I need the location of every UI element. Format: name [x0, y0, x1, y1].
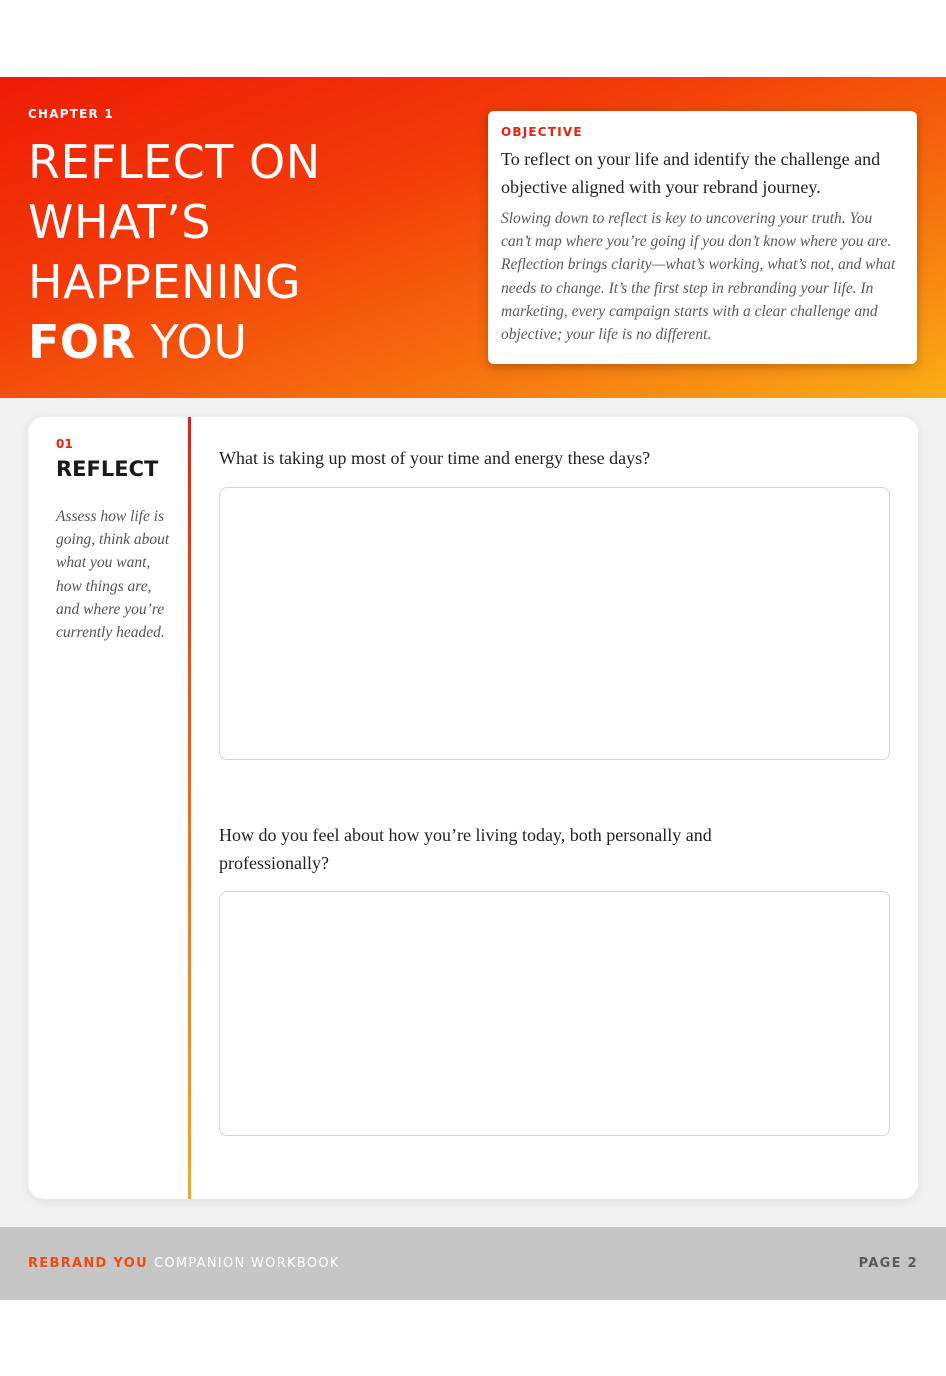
chapter-title-emphasis: FOR — [28, 315, 136, 369]
page-number: PAGE 2 — [858, 1256, 918, 1271]
chapter-title — [28, 132, 468, 372]
question-2: How do you feel about how you’re living today, both personally and professionally? — [219, 825, 712, 873]
chapter-title-line — [28, 312, 468, 372]
page-footer — [0, 1227, 946, 1300]
objective-label: OBJECTIVE — [501, 125, 583, 139]
section-title: REFLECT — [56, 457, 159, 481]
objective-body: Slowing down to reflect is key to uncovering your truth. You can’t map where you’re going if you don’t know where you are. Reflection brings clarity—what’s working, what’s not, and what needs to change. It’s the first step in rebranding your life. In marketing, every campaign starts with a clear challenge and objective; your life is no different. — [501, 210, 896, 344]
question-1: What is taking up most of your time and energy these days? — [219, 448, 651, 468]
answer-field-1[interactable] — [219, 487, 890, 760]
chapter-title-line: HAPPENING — [28, 255, 302, 309]
footer-brand — [28, 1256, 340, 1271]
section-number: 01 — [56, 437, 73, 451]
objective-card — [488, 111, 917, 364]
workbook-page — [0, 77, 946, 1300]
chapter-title-end: YOU — [135, 315, 248, 369]
footer-subtitle: COMPANION WORKBOOK — [153, 1256, 340, 1271]
objective-statement: To reflect on your life and identify the challenge and objective aligned with your rebrand journey. — [501, 149, 881, 197]
footer-brand-name: REBRAND YOU — [28, 1256, 148, 1271]
gradient-divider — [188, 417, 191, 1199]
chapter-title-line: REFLECT ON — [28, 135, 321, 189]
chapter-header — [0, 77, 946, 398]
answer-field-2[interactable] — [219, 891, 890, 1136]
chapter-label: CHAPTER 1 — [28, 107, 114, 121]
chapter-title-line: WHAT’S — [28, 195, 211, 249]
section-description: Assess how life is going, think about what you want, how things are, and where you’re currently headed. — [56, 508, 170, 642]
reflect-section-card — [28, 417, 918, 1199]
